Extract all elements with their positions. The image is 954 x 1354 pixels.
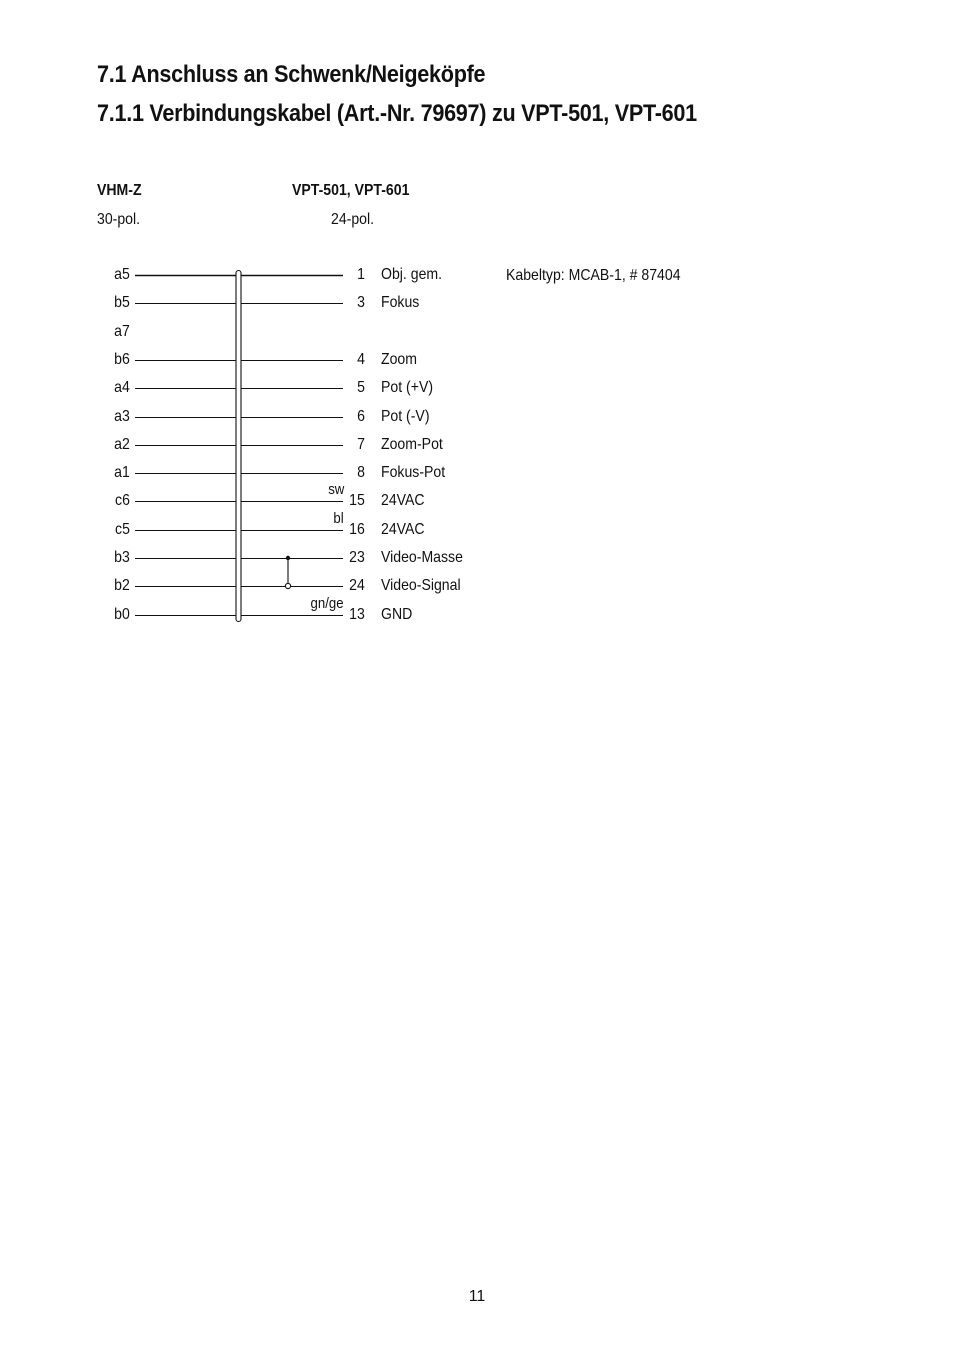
signal-label: Pot (+V) (381, 379, 434, 396)
left-pin-label: a4 (114, 379, 130, 396)
left-pin-label: c5 (115, 521, 130, 538)
right-pin-label: 16 (349, 521, 365, 538)
right-pin-label: 6 (357, 408, 365, 425)
right-pin-label: 7 (357, 436, 365, 453)
left-pin-label: a5 (114, 266, 130, 283)
left-pin-label: a1 (114, 464, 130, 481)
right-pin-label: 8 (357, 464, 365, 481)
right-pin-label: 4 (357, 351, 365, 368)
left-pin-label: b6 (114, 351, 130, 368)
wire-color-label: sw (327, 481, 344, 498)
signal-label: Obj. gem. (381, 266, 443, 283)
right-pin-label: 15 (349, 492, 365, 509)
signal-label: 24VAC (381, 492, 425, 509)
left-pin-label: a3 (114, 408, 130, 425)
left-pin-label: b2 (114, 577, 130, 594)
right-pin-label: 24 (349, 577, 365, 594)
subsection-heading: 7.1.1 Verbindungskabel (Art.-Nr. 79697) zu VPT-501, VPT-601 (97, 100, 697, 127)
signal-label: Fokus (381, 294, 420, 311)
left-pin-label: c6 (115, 492, 130, 509)
cable-type-note: Kabeltyp: MCAB-1, # 87404 (506, 267, 681, 284)
right-pin-label: 13 (349, 606, 365, 623)
signal-label: GND (381, 606, 413, 623)
signal-label: Video-Masse (381, 549, 463, 566)
signal-label: Fokus-Pot (381, 464, 446, 481)
cable-shield (236, 271, 241, 622)
coax-link (285, 556, 290, 589)
signal-label: 24VAC (381, 521, 425, 538)
right-connector-name: VPT-501, VPT-601 (292, 182, 410, 199)
left-connector-poles: 30-pol. (97, 211, 141, 228)
right-pin-label: 1 (357, 266, 365, 283)
signal-label: Pot (-V) (381, 408, 430, 425)
left-pin-label: a7 (114, 323, 130, 340)
wire-color-label: gn/ge (310, 595, 344, 612)
section-heading: 7.1 Anschluss an Schwenk/Neigeköpfe (97, 61, 486, 88)
right-pin-label: 23 (349, 549, 365, 566)
right-pin-label: 5 (357, 379, 365, 396)
left-pin-label: b5 (114, 294, 130, 311)
signal-label: Zoom (381, 351, 417, 368)
page-number: 11 (468, 1288, 486, 1305)
right-pin-label: 3 (357, 294, 365, 311)
wire-color-label: bl (333, 510, 344, 527)
left-pin-label: a2 (114, 436, 130, 453)
signal-label: Zoom-Pot (381, 436, 443, 453)
left-pin-label: b3 (114, 549, 130, 566)
right-connector-poles: 24-pol. (331, 211, 375, 228)
signal-label: Video-Signal (381, 577, 461, 594)
left-connector-name: VHM-Z (97, 182, 142, 199)
left-pin-label: b0 (114, 606, 130, 623)
